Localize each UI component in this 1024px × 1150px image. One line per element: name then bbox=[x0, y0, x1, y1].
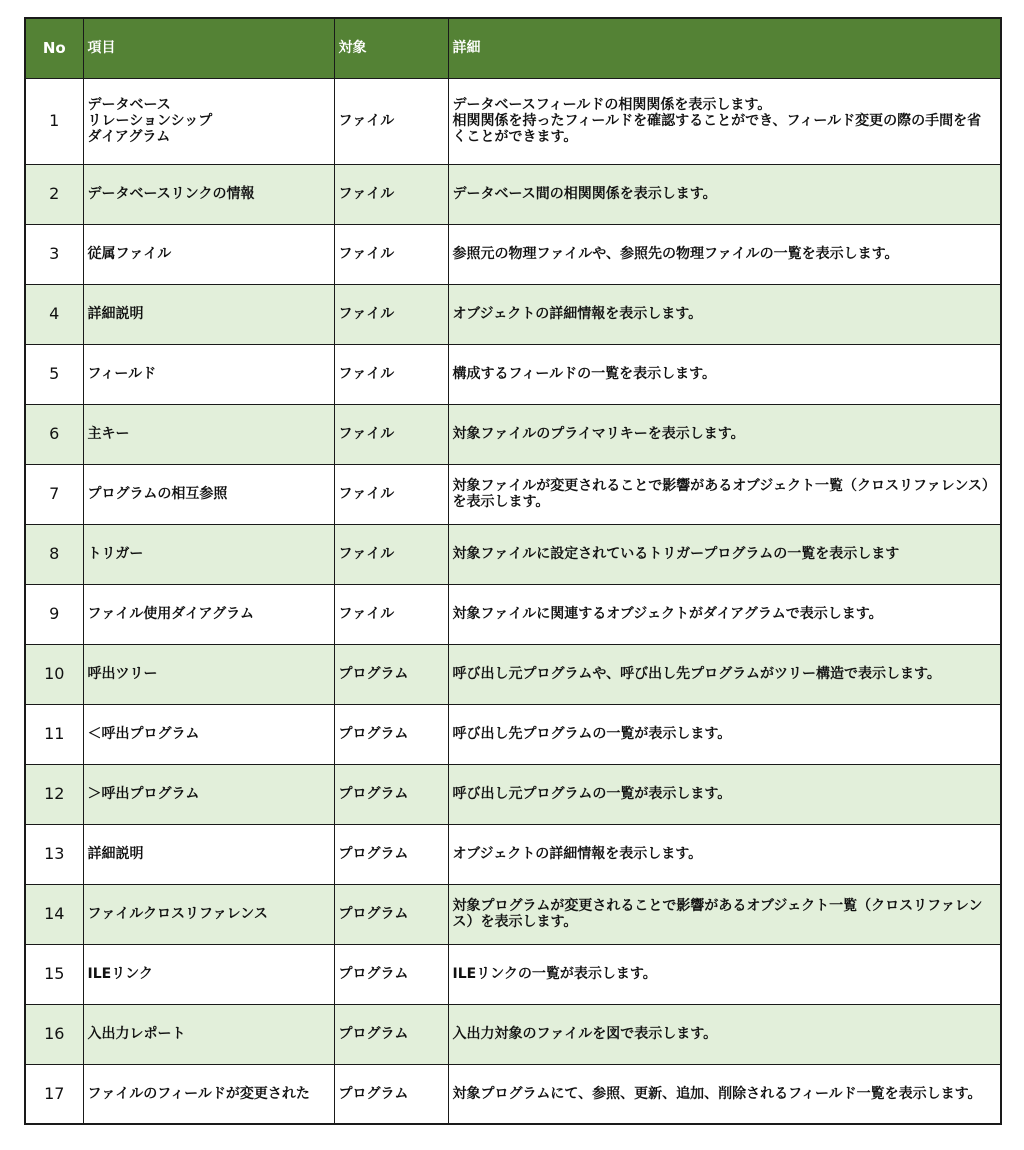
table-row bbox=[25, 464, 1001, 524]
table-row bbox=[25, 404, 1001, 464]
feature-table bbox=[24, 17, 1002, 1125]
row-item bbox=[83, 584, 334, 644]
table-row bbox=[25, 944, 1001, 1004]
row-item bbox=[83, 524, 334, 584]
row-detail bbox=[448, 704, 1001, 764]
row-item-line: ファイル使用ダイアグラム bbox=[87, 606, 254, 622]
table-row bbox=[25, 164, 1001, 224]
row-target: ファイル bbox=[334, 524, 448, 584]
row-detail bbox=[448, 644, 1001, 704]
row-detail-line: 対象ファイルに関連するオブジェクトがダイアグラムで表示します。 bbox=[452, 606, 883, 622]
row-target: プログラム bbox=[334, 764, 448, 824]
row-number: 5 bbox=[25, 344, 83, 404]
feature-table-container bbox=[24, 17, 1000, 1125]
row-item bbox=[83, 704, 334, 764]
row-item-line: 詳細説明 bbox=[87, 846, 144, 862]
row-item bbox=[83, 1064, 334, 1124]
table-row bbox=[25, 284, 1001, 344]
row-item bbox=[83, 944, 334, 1004]
row-detail bbox=[448, 1004, 1001, 1064]
row-detail bbox=[448, 78, 1001, 164]
row-item bbox=[83, 224, 334, 284]
row-target: ファイル bbox=[334, 164, 448, 224]
row-target: プログラム bbox=[334, 824, 448, 884]
row-number: 4 bbox=[25, 284, 83, 344]
row-item-line: データベース bbox=[87, 97, 171, 113]
table-row bbox=[25, 344, 1001, 404]
header-detail: 詳細 bbox=[448, 18, 1001, 78]
row-target: プログラム bbox=[334, 704, 448, 764]
row-target: ファイル bbox=[334, 584, 448, 644]
row-item bbox=[83, 824, 334, 884]
table-row bbox=[25, 764, 1001, 824]
row-detail bbox=[448, 884, 1001, 944]
row-detail bbox=[448, 824, 1001, 884]
row-number: 2 bbox=[25, 164, 83, 224]
row-detail-line: ILEリンクの一覧が表示します。 bbox=[452, 966, 657, 982]
row-number: 1 bbox=[25, 78, 83, 164]
row-number: 8 bbox=[25, 524, 83, 584]
table-header-row bbox=[25, 18, 1001, 78]
row-target: ファイル bbox=[334, 284, 448, 344]
row-detail bbox=[448, 764, 1001, 824]
table-row bbox=[25, 884, 1001, 944]
row-item-line: ＜呼出プログラム bbox=[87, 726, 200, 742]
row-item-line: 呼出ツリー bbox=[87, 666, 158, 682]
row-detail bbox=[448, 1064, 1001, 1124]
row-target: プログラム bbox=[334, 944, 448, 1004]
table-row bbox=[25, 584, 1001, 644]
row-number: 9 bbox=[25, 584, 83, 644]
row-detail bbox=[448, 944, 1001, 1004]
row-item-line: 入出力レポート bbox=[87, 1026, 186, 1042]
table-row bbox=[25, 644, 1001, 704]
row-number: 15 bbox=[25, 944, 83, 1004]
row-item bbox=[83, 464, 334, 524]
row-number: 13 bbox=[25, 824, 83, 884]
row-detail bbox=[448, 464, 1001, 524]
row-item-line: データベースリンクの情報 bbox=[87, 186, 255, 202]
row-detail-line: データベース間の相関関係を表示します。 bbox=[452, 186, 717, 202]
row-target: ファイル bbox=[334, 404, 448, 464]
row-item-line: プログラムの相互参照 bbox=[87, 486, 228, 502]
table-row bbox=[25, 524, 1001, 584]
row-item-line: ILEリンク bbox=[87, 966, 153, 982]
table-row bbox=[25, 824, 1001, 884]
row-item-line: リレーションシップ bbox=[87, 113, 213, 129]
row-number: 12 bbox=[25, 764, 83, 824]
header-item: 項目 bbox=[83, 18, 334, 78]
row-target: ファイル bbox=[334, 344, 448, 404]
row-detail-line: くことができます。 bbox=[452, 129, 578, 145]
row-item bbox=[83, 644, 334, 704]
row-detail-line: 相関関係を持ったフィールドを確認することができ、フィールド変更の際の手間を省 bbox=[452, 113, 982, 129]
row-item bbox=[83, 884, 334, 944]
row-number: 7 bbox=[25, 464, 83, 524]
row-item bbox=[83, 78, 334, 164]
row-number: 17 bbox=[25, 1064, 83, 1124]
table-row bbox=[25, 224, 1001, 284]
row-detail-line: 呼び出し元プログラムの一覧が表示します。 bbox=[452, 786, 732, 802]
row-target: ファイル bbox=[334, 464, 448, 524]
row-detail-line: 対象プログラムにて、参照、更新、追加、削除されるフィールド一覧を表示します。 bbox=[452, 1085, 982, 1102]
row-detail-line: を表示します。 bbox=[452, 494, 550, 510]
table-row bbox=[25, 1064, 1001, 1124]
row-target: プログラム bbox=[334, 644, 448, 704]
row-detail-line: 構成するフィールドの一覧を表示します。 bbox=[452, 366, 716, 382]
row-target: プログラム bbox=[334, 884, 448, 944]
row-detail-line: 呼び出し先プログラムの一覧が表示します。 bbox=[452, 726, 732, 742]
row-detail bbox=[448, 584, 1001, 644]
row-item-line: ダイアグラム bbox=[87, 129, 171, 145]
row-detail bbox=[448, 404, 1001, 464]
row-detail bbox=[448, 164, 1001, 224]
row-item-line: トリガー bbox=[87, 546, 144, 562]
row-item-line: ＞呼出プログラム bbox=[87, 786, 200, 802]
row-detail-line: データベースフィールドの相関関係を表示します。 bbox=[452, 97, 772, 113]
row-target: ファイル bbox=[334, 224, 448, 284]
row-detail-line: 対象プログラムが変更されることで影響があるオブジェクト一覧（クロスリファレン bbox=[452, 898, 983, 914]
row-item-line: 主キー bbox=[87, 426, 130, 442]
row-detail-line: オブジェクトの詳細情報を表示します。 bbox=[452, 306, 703, 322]
table-row bbox=[25, 704, 1001, 764]
row-item-line: ファイルのフィールドが変更された bbox=[87, 1085, 310, 1102]
table-row bbox=[25, 1004, 1001, 1064]
row-item bbox=[83, 344, 334, 404]
row-item-line: フィールド bbox=[87, 366, 157, 382]
row-detail bbox=[448, 224, 1001, 284]
row-number: 11 bbox=[25, 704, 83, 764]
row-detail-line: 対象ファイルが変更されることで影響があるオブジェクト一覧（クロスリファレンス） bbox=[452, 478, 996, 494]
table-body bbox=[25, 78, 1001, 1124]
row-target: プログラム bbox=[334, 1064, 448, 1124]
row-item-line: 詳細説明 bbox=[87, 306, 144, 322]
row-detail-line: ス）を表示します。 bbox=[452, 914, 578, 930]
row-target: プログラム bbox=[334, 1004, 448, 1064]
row-detail-line: 入出力対象のファイルを図で表示します。 bbox=[452, 1026, 718, 1042]
row-detail-line: 対象ファイルのプライマリキーを表示します。 bbox=[452, 426, 745, 442]
row-detail bbox=[448, 524, 1001, 584]
row-detail-line: オブジェクトの詳細情報を表示します。 bbox=[452, 846, 703, 862]
row-item-line: ファイルクロスリファレンス bbox=[87, 906, 268, 922]
row-item bbox=[83, 764, 334, 824]
row-detail-line: 呼び出し元プログラムや、呼び出し先プログラムがツリー構造で表示します。 bbox=[452, 666, 941, 682]
row-item bbox=[83, 164, 334, 224]
row-item bbox=[83, 284, 334, 344]
header-target: 対象 bbox=[334, 18, 448, 78]
row-number: 3 bbox=[25, 224, 83, 284]
row-number: 6 bbox=[25, 404, 83, 464]
row-target: ファイル bbox=[334, 78, 448, 164]
row-number: 16 bbox=[25, 1004, 83, 1064]
row-detail bbox=[448, 344, 1001, 404]
row-detail bbox=[448, 284, 1001, 344]
row-number: 10 bbox=[25, 644, 83, 704]
row-item-line: 従属ファイル bbox=[87, 246, 172, 262]
row-item bbox=[83, 1004, 334, 1064]
row-number: 14 bbox=[25, 884, 83, 944]
header-no: No bbox=[25, 18, 83, 78]
row-item bbox=[83, 404, 334, 464]
row-detail-line: 対象ファイルに設定されているトリガープログラムの一覧を表示します bbox=[452, 546, 900, 562]
row-detail-line: 参照元の物理ファイルや、参照先の物理ファイルの一覧を表示します。 bbox=[452, 246, 899, 262]
table-row bbox=[25, 78, 1001, 164]
